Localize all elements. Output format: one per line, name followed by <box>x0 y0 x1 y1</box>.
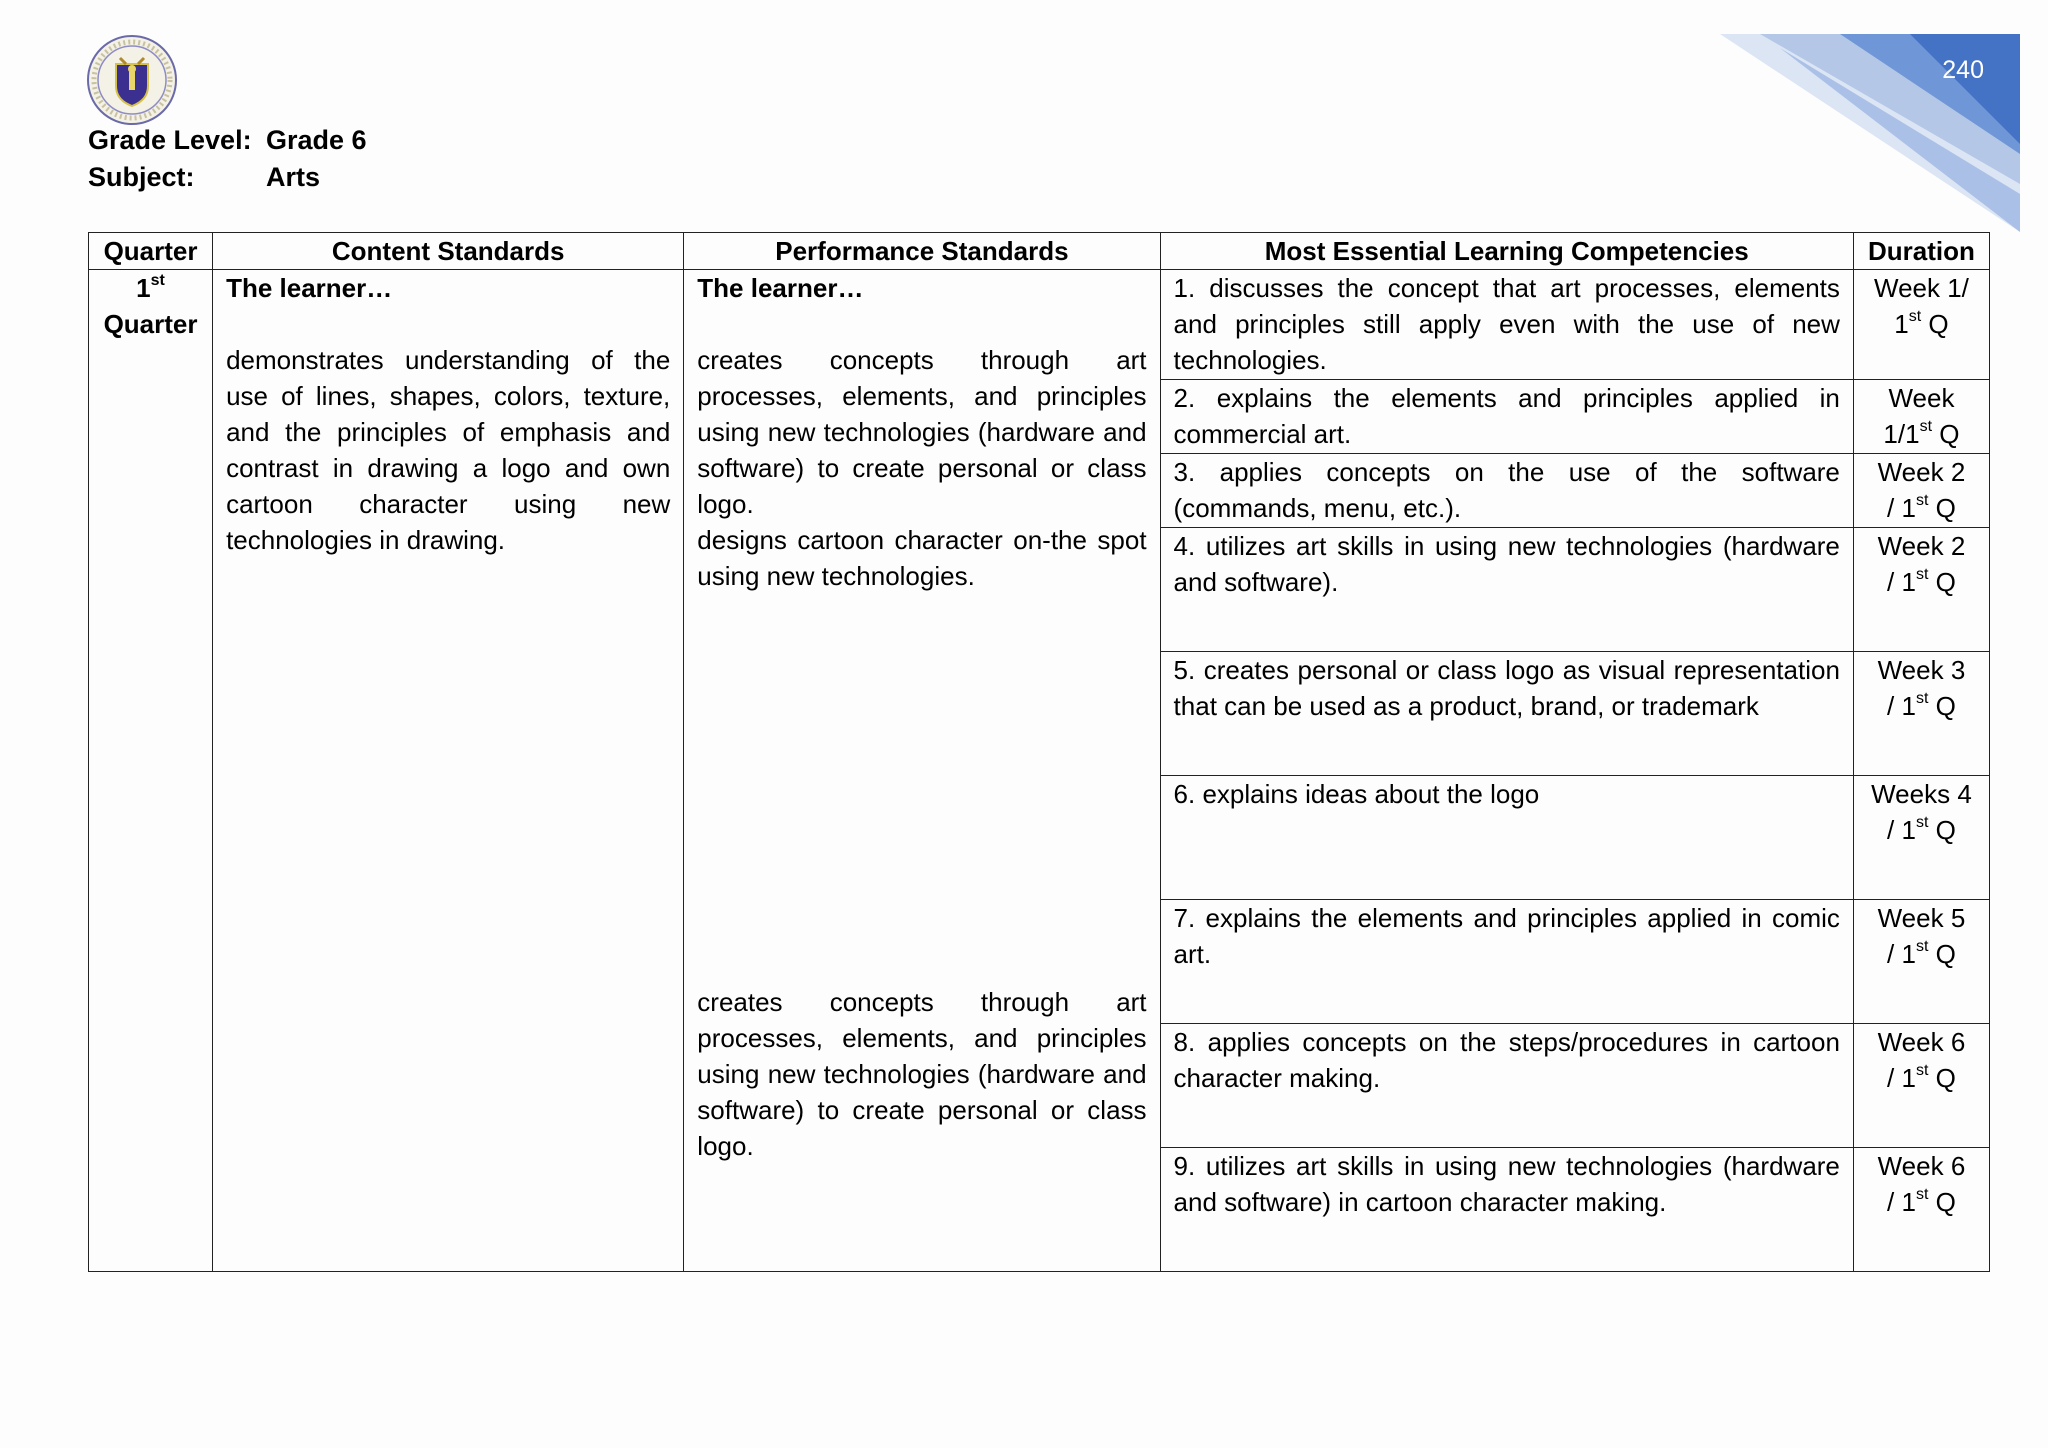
duration-num: / 1 <box>1887 567 1916 597</box>
duration-8 <box>1853 1024 1989 1148</box>
duration-week: Week 5 <box>1877 903 1966 933</box>
page-number: 240 <box>1942 56 1984 84</box>
duration-q: Q <box>1928 691 1956 721</box>
duration-q: Q <box>1932 419 1960 449</box>
header-content-standards: Content Standards <box>213 233 684 270</box>
duration-1 <box>1853 270 1989 380</box>
duration-sup: st <box>1915 938 1929 956</box>
duration-week: Week 2 <box>1877 457 1966 487</box>
subject-label: Subject: <box>88 162 195 192</box>
table-header-row <box>89 233 1990 270</box>
content-standards-cell <box>213 270 684 1272</box>
duration-sup: st <box>1915 1062 1929 1080</box>
duration-sup: st <box>1915 566 1929 584</box>
duration-q: Q <box>1928 1063 1956 1093</box>
duration-week: Week 1/ <box>1874 273 1969 303</box>
duration-num: / 1 <box>1887 691 1916 721</box>
duration-num: 1 <box>1894 309 1909 339</box>
grade-level-label: Grade Level: <box>88 125 252 155</box>
duration-week: Week 3 <box>1877 655 1966 685</box>
duration-q: Q <box>1928 1187 1956 1217</box>
duration-q: Q <box>1928 939 1956 969</box>
quarter-number: 1 <box>136 273 151 303</box>
duration-num: / 1 <box>1887 493 1916 523</box>
subject-value: Arts <box>266 162 321 192</box>
performance-text-3: creates concepts through art processes, elements, and principles using new technologies (hardware and software) to create personal or class logo. <box>697 987 1147 1161</box>
duration-2 <box>1853 380 1989 454</box>
duration-q: Q <box>1928 815 1956 845</box>
document-meta <box>88 122 367 196</box>
duration-q: Q <box>1928 567 1956 597</box>
grade-level-value: Grade 6 <box>266 125 367 155</box>
competency-8: 8. applies concepts on the steps/procedures in cartoon character making. <box>1160 1024 1853 1148</box>
competency-4: 4. utilizes art skills in using new technologies (hardware and software). <box>1160 528 1853 652</box>
competency-3: 3. applies concepts on the use of the software (commands, menu, etc.). <box>1160 454 1853 528</box>
quarter-word: Quarter <box>103 309 198 339</box>
duration-week: Week 2 <box>1877 531 1966 561</box>
duration-sup: st <box>1915 690 1929 708</box>
duration-week: Week 6 <box>1877 1027 1966 1057</box>
quarter-cell <box>89 270 213 1272</box>
performance-text-2: designs cartoon character on-the spot using new technologies. <box>697 525 1147 591</box>
duration-q: Q <box>1921 309 1949 339</box>
duration-q: Q <box>1928 493 1956 523</box>
header-duration: Duration <box>1853 233 1989 270</box>
competencies-table <box>88 232 1990 1272</box>
performance-text-1: creates concepts through art processes, elements, and principles using new technologies (hardware and software) to create personal or class logo. <box>697 345 1147 519</box>
grade-level-row <box>88 122 367 159</box>
duration-num: 1/1 <box>1883 419 1920 449</box>
duration-sup: st <box>1919 418 1933 436</box>
competency-2: 2. explains the elements and principles applied in commercial art. <box>1160 380 1853 454</box>
duration-5 <box>1853 652 1989 776</box>
duration-num: / 1 <box>1887 939 1916 969</box>
competency-7: 7. explains the elements and principles applied in comic art. <box>1160 900 1853 1024</box>
duration-sup: st <box>1908 308 1922 326</box>
deped-seal-logo <box>86 34 178 126</box>
competency-9: 9. utilizes art skills in using new technologies (hardware and software) in cartoon character making. <box>1160 1148 1853 1272</box>
duration-week: Week 6 <box>1877 1151 1966 1181</box>
header-performance-standards: Performance Standards <box>684 233 1160 270</box>
duration-7 <box>1853 900 1989 1024</box>
header-competencies: Most Essential Learning Competencies <box>1160 233 1853 270</box>
table-row <box>89 270 1990 380</box>
duration-9 <box>1853 1148 1989 1272</box>
duration-week: Week <box>1888 383 1955 413</box>
duration-6 <box>1853 776 1989 900</box>
duration-num: / 1 <box>1887 1063 1916 1093</box>
duration-week: Weeks 4 <box>1871 779 1972 809</box>
duration-sup: st <box>1915 492 1929 510</box>
duration-sup: st <box>1915 814 1929 832</box>
duration-3 <box>1853 454 1989 528</box>
performance-lead: The learner… <box>697 273 864 303</box>
performance-standards-cell <box>684 270 1160 1272</box>
duration-sup: st <box>1915 1186 1929 1204</box>
duration-4 <box>1853 528 1989 652</box>
competency-1: 1. discusses the concept that art processes, elements and principles still apply even with the use of new technologies. <box>1160 270 1853 380</box>
competency-5: 5. creates personal or class logo as visual representation that can be used as a product, brand, or trademark <box>1160 652 1853 776</box>
content-text: demonstrates understanding of the use of lines, shapes, colors, texture, and the principles of emphasis and contrast in drawing a logo and own cartoon character using new technologies in drawing. <box>226 345 671 555</box>
content-lead: The learner… <box>226 273 393 303</box>
subject-row <box>88 159 367 196</box>
competency-6: 6. explains ideas about the logo <box>1160 776 1853 900</box>
header-quarter: Quarter <box>89 233 213 270</box>
quarter-suffix: st <box>150 272 165 290</box>
duration-num: / 1 <box>1887 815 1916 845</box>
duration-num: / 1 <box>1887 1187 1916 1217</box>
